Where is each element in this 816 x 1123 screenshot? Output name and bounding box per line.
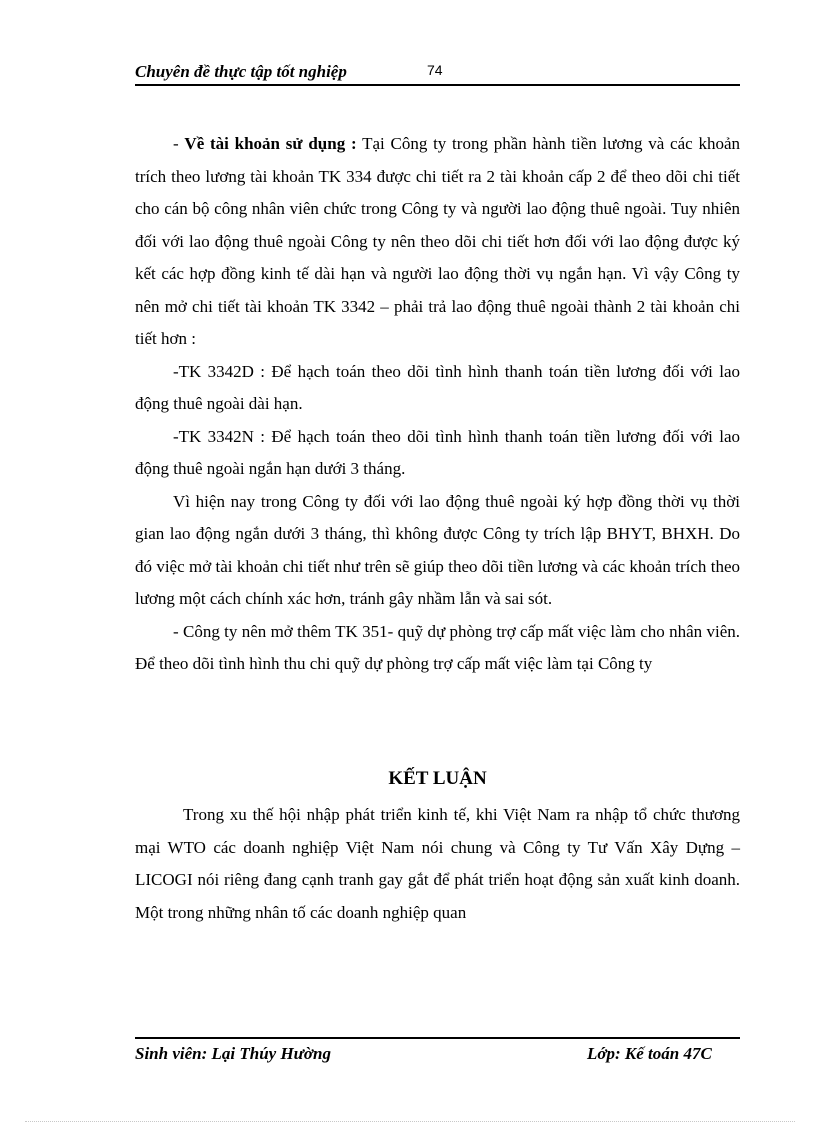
header-title: Chuyên đề thực tập tốt nghiệp — [135, 62, 347, 81]
paragraph-text: Tại Công ty trong phần hành tiền lương và các khoản trích theo lương tài khoản TK 334 được chi tiết ra 2 tài khoản cấp 2 để theo dõi chi tiết cho cán bộ công nhân viên chức trong Công ty và người lao động thuê ngoài. Tuy nhiên đối với lao động thuê ngoài Công ty nên theo dõi chi tiết hơn đối với lao động được ký kết các hợp đồng kinh tế dài hạn và người lao động thời vụ ngắn hạn. Vì vậy Công ty nên mở chi tiết tài khoản TK 3342 – phải trả lao động thuê ngoài thành 2 tài khoản chi tiết hơn : — [135, 134, 740, 348]
paragraph-tk-351: - Công ty nên mở thêm TK 351- quỹ dự phòng trợ cấp mất việc làm cho nhân viên. Để theo dõi tình hình thu chi quỹ dự phòng trợ cấp mất việc làm tại Công ty — [135, 621, 740, 673]
paragraph-conclusion: Trong xu thế hội nhập phát triển kinh tế, khi Việt Nam ra nhập tổ chức thương mại WTO các doanh nghiệp Việt Nam nói chung và Công ty Tư Vấn Xây Dựng – LICOGI nói riêng đang cạnh tranh gay gắt để phát triển hoạt động sản xuất kinh doanh. Một trong những nhân tố các doanh nghiệp quan — [135, 805, 740, 922]
paragraph-explanation: Vì hiện nay trong Công ty đối với lao động thuê ngoài ký hợp đồng thời vụ thời gian lao động ngắn dưới 3 tháng, thì không được Công ty trích lập BHYT, BHXH. Do đó việc mở tài khoản chi tiết như trên sẽ giúp theo dõi tiền lương và các khoản trích theo lương một cách chính xác hơn, tránh gây nhầm lẫn và sai sót. — [135, 491, 740, 608]
page-edge-divider — [25, 1121, 795, 1122]
document-body — [135, 128, 740, 929]
footer-student: Sinh viên: Lại Thúy Hường — [135, 1044, 331, 1063]
paragraph-bold-lead: Về tài khoản sử dụng : — [184, 134, 357, 153]
paragraph-account-usage — [135, 128, 740, 356]
paragraph-tk-3342n: -TK 3342N : Để hạch toán theo dõi tình hình thanh toán tiền lương đối với lao động thuê ngoài ngắn hạn dưới 3 tháng. — [135, 426, 740, 478]
paragraph-prefix: - — [173, 134, 185, 153]
paragraph-tk-3342d: -TK 3342D : Để hạch toán theo dõi tình hình thanh toán tiền lương đối với lao động thuê ngoài dài hạn. — [135, 361, 740, 413]
page-header — [135, 60, 740, 86]
footer-divider — [135, 1037, 740, 1039]
page-number: 74 — [427, 62, 443, 78]
footer-class: Lớp: Kế toán 47C — [587, 1044, 712, 1063]
section-heading: KẾT LUẬN — [388, 767, 487, 789]
